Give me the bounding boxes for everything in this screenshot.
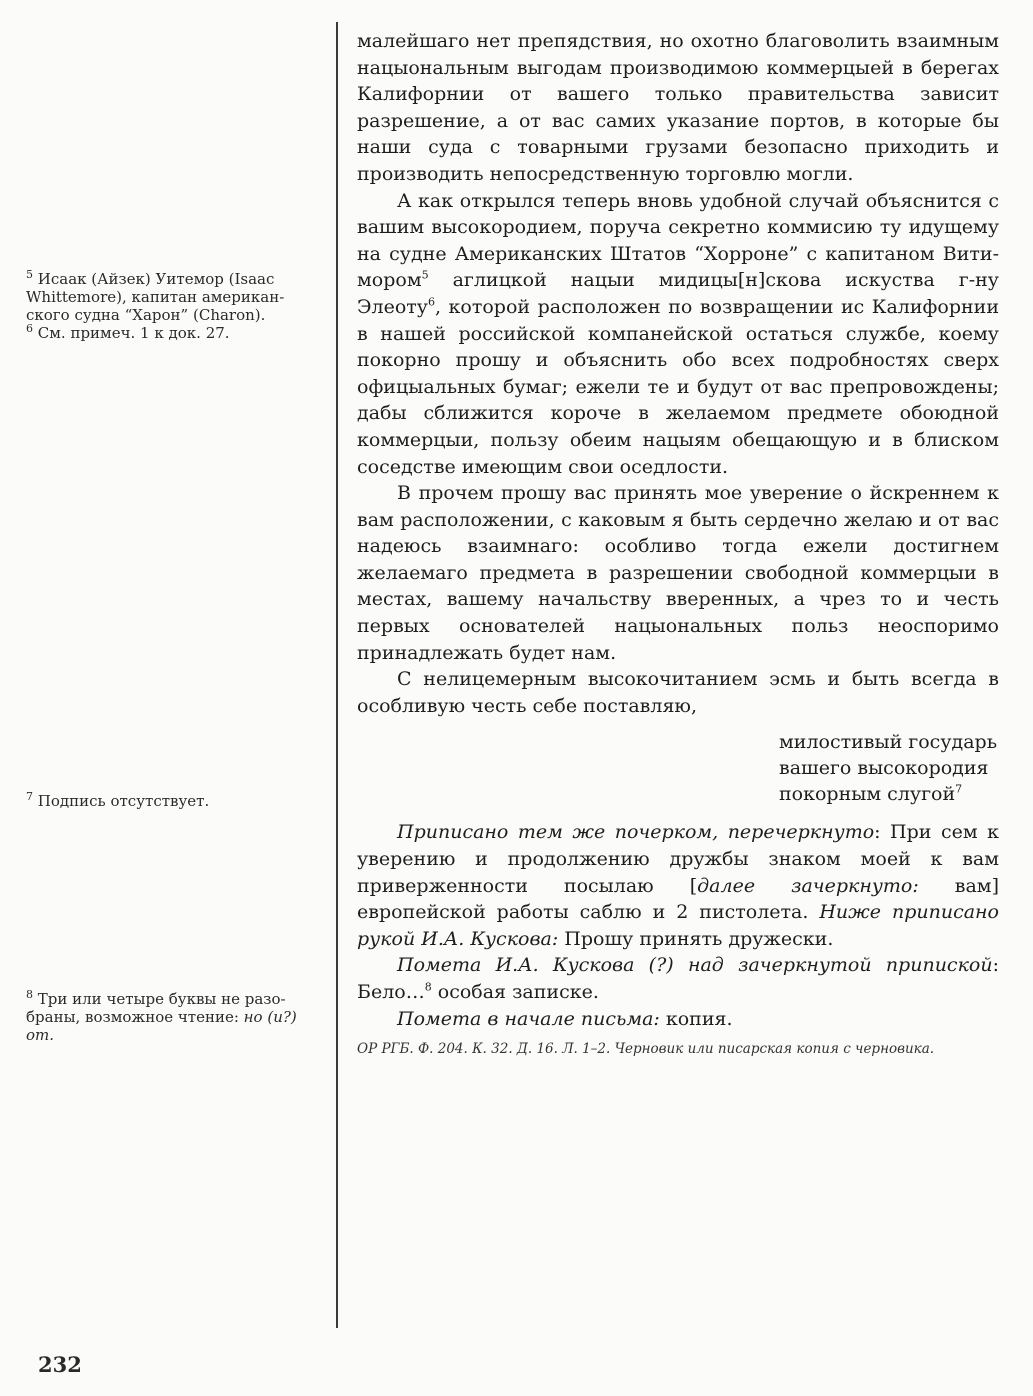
paragraph-1: малейшаго нет препядствия, но охотно благоволить взаимным нацыональным выгодам производимою коммерцыей в берегах Калифорнии от вашего только правительства зависит разрешение, а от вас самих указание портов, в которые бы наши суда с товарными грузами безопасно приходить и производить непосредственную торговлю могли. [357, 30, 999, 185]
paragraph-3: В прочем прошу вас принять мое уверение о йскреннем к вам расположении, с каковым я быть сердечно желаю и от вас надеюсь взаимнаго: особливо тогда ежели достигнем желаемаго предмета в разрешении свободной коммерцыи в местах, вашему начальству вверенных, а чрез то и честь первых основателей нацыональных польз неоспоримо принадлежать будет нам. [357, 482, 999, 664]
paragraph-4: С нелицемерным высокочитанием эсмь и быть всегда в особливую честь себе поставляю, [357, 668, 999, 717]
paragraph-2: А как открылся теперь вновь удобной случай объяснится с вашим высокородием, поруча секретно коммисию ту идущему на судне Американских Штатов “Хорроне” с капитаном Витимором$^5$ аглицкой нацыи мидицы[н]скова искуства г-ну Элеоту$^6$, которой расположен по возвращении ис Калифорнии в нашей российской компанейской остаться службе, коему покорно прошу и объяснить обо всех подробностях сверх офицыальных бумаг; ежели те и будут от вас препровождены; дабы сближится короче в желаемом предмете обоюдной коммерцыи, пользу обеим нацыям обещающую и в блиском соседстве имеющим свои оседлости. [357, 189, 999, 478]
column-divider [336, 22, 338, 1328]
page-number: 232 [38, 1352, 82, 1377]
footnote-5: $^5$ Исаак (Айзек) Уитемор (Isaac Whittemore), капитан американского судна “Харон” (Charon). [26, 268, 285, 324]
footnote-8: $^8$ Три или четыре буквы не разобраны, возможное чтение: но (и?) от. [26, 988, 297, 1044]
postscript-note: Приписано тем же почерком, перечеркнуто: При сем к уверению и продолжению дружбы знаком моей к вам приверженности посылаю [далее зачеркнуто: вам] европейской работы саблю и 2 пистолета. Ниже приписано рукой И.А. Кускова: Прошу принять дружески. [357, 821, 999, 950]
kuskov-note: Помета И.А. Кускова (?) над зачеркнутой припиской: Бело…$^8$ особая записке. [357, 954, 999, 1003]
copy-note: Помета в начале письма: копия. [397, 1007, 733, 1030]
archive-reference: ОР РГБ. Ф. 204. К. 32. Д. 16. Л. 1–2. Черновик или писарская копия с черновика. [357, 1041, 935, 1058]
footnote-5-6 [26, 270, 322, 342]
letter-body [357, 28, 999, 1060]
footnote-7: $^7$ Подпись отсутствует. [26, 790, 210, 810]
footnote-6: $^6$ См. примеч. 1 к док. 27. [26, 322, 230, 342]
signature-block: милостивый государь вашего высокородия покорным слугой$^7$ [779, 731, 998, 806]
